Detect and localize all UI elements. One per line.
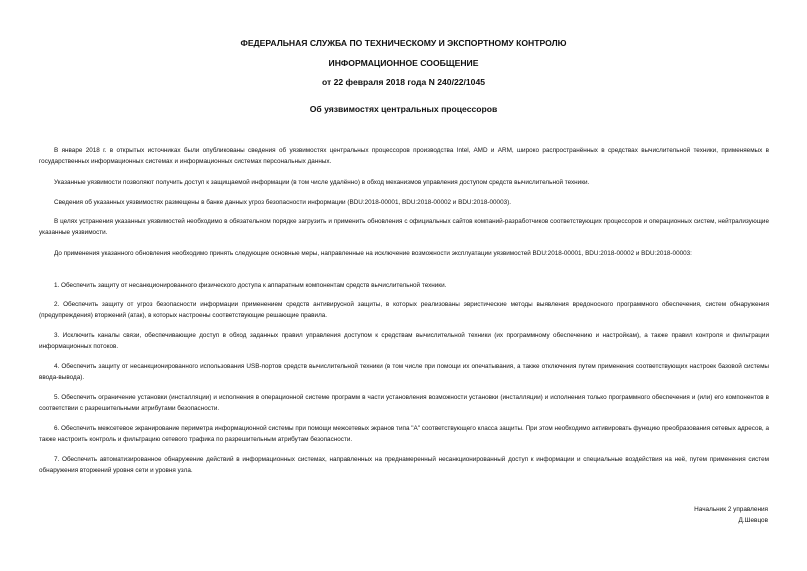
paragraph-measures-intro: До применения указанного обновления необходимо принять следующие основные меры, направленные на исключение возможности эксплуатации уязвимостей BDU:2018-00001, BDU:2018-00002 и BDU:2018-00003: — [54, 250, 692, 257]
signatory-name: Д.Шевцов — [738, 517, 768, 524]
agency-heading: ФЕДЕРАЛЬНАЯ СЛУЖБА ПО ТЕХНИЧЕСКОМУ И ЭКСПОРТНОМУ КОНТРОЛЮ — [240, 38, 567, 48]
measure-item-6: 6. Обеспечить межсетевое экранирование периметра информационной системы при помощи межсетевых экранов типа "А" соответствующего класса защиты. При этом необходимо активировать функцию преобразования сетевых адресов, а также настроить контроль и фильтрацию сетевого трафика по разрешительным атрибутам безопасности. — [39, 425, 769, 443]
document-date-number: от 22 февраля 2018 года N 240/22/1045 — [321, 77, 486, 87]
paragraph-update-requirement: В целях устранения указанных уязвимостей необходимо в обязательном порядке загрузить и применить обновления с официальных сайтов компаний-разработчиков соответствующих процессоров и операционных систем, нейтрализующие указанные уязвимости. — [39, 218, 769, 236]
measure-item-7: 7. Обеспечить автоматизированное обнаружение действий в информационных системах, направленных на преднамеренный несанкционированный доступ к информации и специальные воздействия на неё, путем применения систем обнаружения вторжений уровня сети и уровня узла. — [39, 456, 769, 474]
paragraph-impact: Указанные уязвимости позволяют получить доступ к защищаемой информации (в том числе удалённо) в обход механизмов управления доступом средств вычислительной техники. — [54, 179, 590, 186]
document-subject: Об уязвимостях центральных процессоров — [309, 104, 498, 114]
measure-item-1: 1. Обеспечить защиту от несанкционированного физического доступа к аппаратным компонентам средств вычислительной техники. — [54, 282, 447, 289]
measure-item-2: 2. Обеспечить защиту от угроз безопасности информации применением средств антивирусной защиты, в которых реализованы эвристические методы выявления вредоносного программного обеспечения, систем обнаружения (предупреждения) вторжений (атак), в которых настроены соответствующие решающие правила. — [39, 301, 769, 319]
signatory-position: Начальник 2 управления — [694, 506, 768, 513]
measure-item-3: 3. Исключить каналы связи, обеспечивающие доступ в обход заданных правил управления доступом к средствам вычислительной техники (их программному обеспечению и настройкам), а также правил контроля и фильтрации информационных потоков. — [39, 332, 769, 350]
paragraph-intro: В январе 2018 г. в открытых источниках были опубликованы сведения об уязвимостях центральных процессоров производства Intel, AMD и ARM, широко распространённых в средствах вычислительной техники, применяемых в государственных информационных системах и информационных системах персональных данных. — [39, 147, 769, 165]
measure-item-4: 4. Обеспечить защиту от несанкционированного использования USB-портов средств вычислительной техники (в том числе при помощи их опечатывания, а также отключения путем применения соответствующих настроек базовой системы ввода-вывода). — [39, 363, 769, 381]
document-type-heading: ИНФОРМАЦИОННОЕ СООБЩЕНИЕ — [328, 58, 479, 68]
measure-item-5: 5. Обеспечить ограничение установки (инсталляции) и исполнения в операционной системе программ в части установления возможности установки (инсталляции) и исполнения только программного обеспечения и (или) его компонентов в соответствии с разрешительными атрибутами безопасности. — [39, 394, 769, 412]
paragraph-bdu-reference: Сведения об указанных уязвимостях размещены в банке данных угроз безопасности информации (BDU:2018-00001, BDU:2018-00002 и BDU:2018-00003). — [54, 199, 511, 206]
